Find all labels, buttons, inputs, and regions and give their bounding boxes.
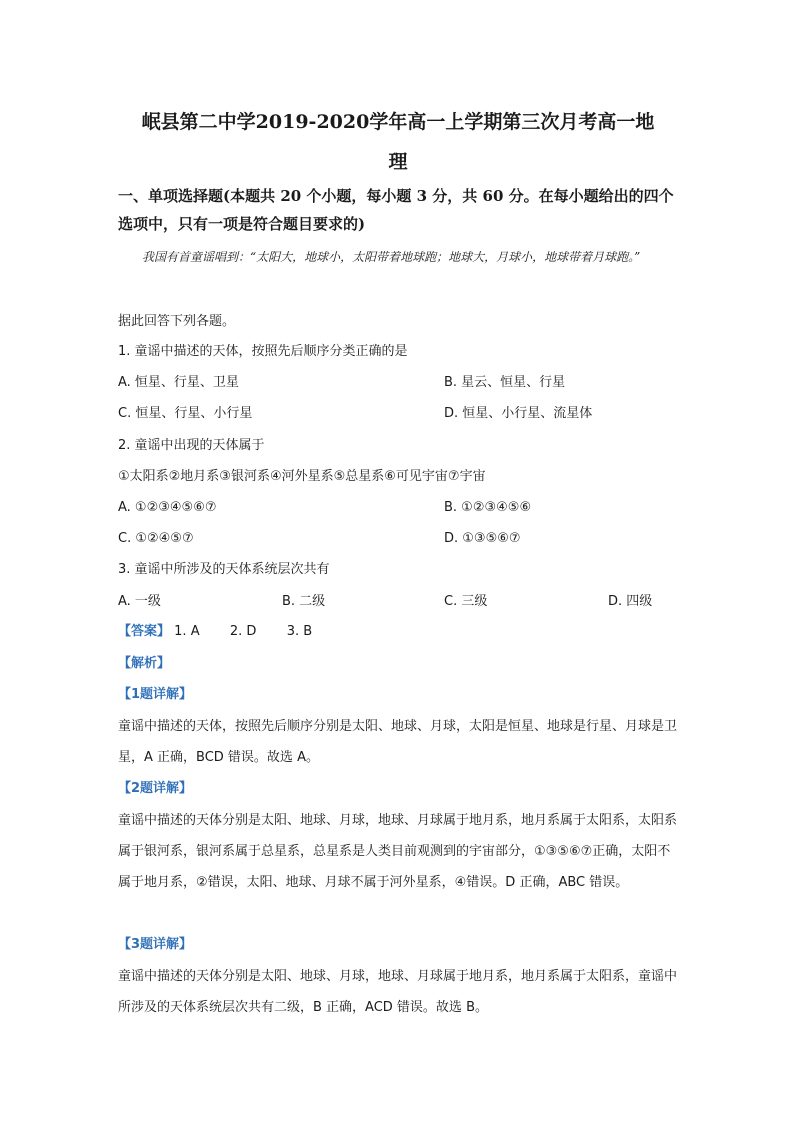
- question-3-stem: 3. 童谣中所涉及的天体系统层次共有: [118, 562, 330, 577]
- answer-item-2: 2. D: [229, 624, 257, 639]
- instruction-text: 据此回答下列各题。: [118, 314, 236, 329]
- question-2-stem: 2. 童谣中出现的天体属于: [118, 438, 265, 453]
- question-1-option-a: A. 恒星、行星、卫星: [118, 375, 239, 390]
- document-title-line-2: 理: [388, 151, 408, 173]
- detail-2-label: 【2题详解】: [118, 781, 193, 796]
- detail-3-label-line: [118, 935, 192, 955]
- question-3-option-d: D. 四级: [608, 594, 653, 609]
- question-1-option-c: C. 恒星、行星、小行星: [118, 406, 253, 421]
- section-heading: 一、单项选择题(本题共 20 个小题，每小题 3 分，共 60 分。在每小题给出的四个选项中，只有一项是符合题目要求的): [118, 187, 674, 233]
- detail-1-label-line: [118, 685, 192, 705]
- question-3-option-c: C. 三级: [444, 594, 488, 609]
- detail-2-text: 童谣中描述的天体分别是太阳、地球、月球，地球、月球属于地月系，地月系属于太阳系，太阳系属于银河系，银河系属于总星系，总星系是人类目前观测到的宇宙部分，①③⑤⑥⑦正确，太阳不属于地月系，②错误，太阳、地球、月球不属于河外星系，④错误。D 正确，ABC 错误。: [118, 813, 678, 890]
- question-2-option-c: C. ①②④⑤⑦: [118, 531, 194, 546]
- answer-line: [118, 622, 312, 642]
- song-passage: 我国有首童谣唱到：“太阳大，地球小，太阳带着地球跑；地球大，月球小，地球带着月球跑。”: [142, 250, 641, 264]
- analysis-label: 【解析】: [118, 656, 171, 671]
- question-2-option-d: D. ①③⑤⑥⑦: [444, 531, 521, 546]
- answer-item-3: 3. B: [286, 624, 313, 639]
- answer-label: 【答案】: [118, 624, 171, 639]
- question-3-option-a: A. 一级: [118, 594, 161, 609]
- question-3-option-b: B. 二级: [282, 594, 326, 609]
- question-2-option-b: B. ①②③④⑤⑥: [444, 500, 532, 515]
- question-2-option-a: A. ①②③④⑤⑥⑦: [118, 500, 217, 515]
- analysis-label-line: [118, 654, 170, 674]
- detail-1-label: 【1题详解】: [118, 687, 193, 702]
- detail-3-label: 【3题详解】: [118, 937, 193, 952]
- question-2-sub: ①太阳系②地月系③银河系④河外星系⑤总星系⑥可见宇宙⑦宇宙: [118, 469, 486, 484]
- answer-item-1: 1. A: [174, 624, 200, 639]
- detail-1-text: 童谣中描述的天体，按照先后顺序分别是太阳、地球、月球，太阳是恒星、地球是行星、月球是卫星，A 正确，BCD 错误。故选 A。: [118, 719, 678, 765]
- detail-2-label-line: [118, 779, 192, 799]
- question-1-stem: 1. 童谣中描述的天体，按照先后顺序分类正确的是: [118, 344, 408, 359]
- detail-3-text: 童谣中描述的天体分别是太阳、地球、月球，地球、月球属于地月系，地月系属于太阳系，童谣中所涉及的天体系统层次共有二级，B 正确，ACD 错误。故选 B。: [118, 969, 678, 1015]
- document-title-line-1: 岷县第二中学2019-2020学年高一上学期第三次月考高一地: [141, 111, 655, 133]
- question-1-option-d: D. 恒星、小行星、流星体: [444, 406, 593, 421]
- question-1-option-b: B. 星云、恒星、行星: [444, 375, 566, 390]
